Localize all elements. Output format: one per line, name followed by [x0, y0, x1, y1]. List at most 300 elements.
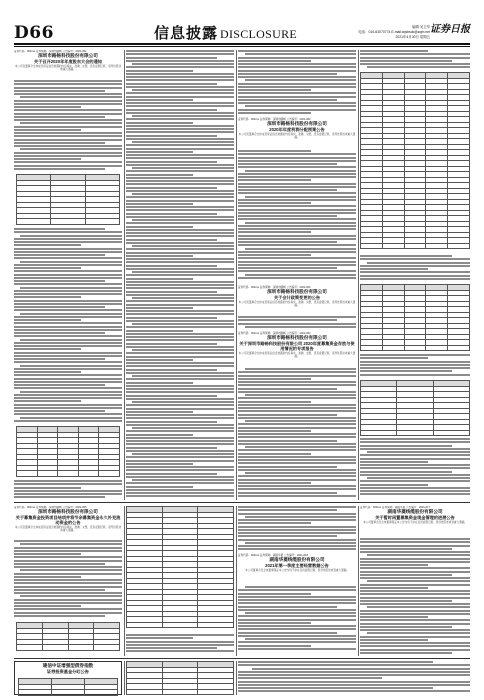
text-line — [20, 365, 122, 367]
text-line — [238, 202, 311, 204]
text-line — [238, 648, 356, 650]
table-cell — [37, 471, 58, 477]
text-line — [238, 264, 356, 266]
text-line — [14, 319, 81, 321]
text-line — [360, 603, 470, 605]
text-line — [238, 684, 470, 686]
text-line — [238, 417, 356, 419]
text-line — [245, 394, 356, 396]
text-line — [14, 145, 122, 147]
text-block — [14, 80, 122, 171]
text-line — [238, 397, 356, 399]
text-line — [20, 122, 122, 124]
text-line — [360, 577, 470, 579]
text-line — [238, 231, 311, 233]
text-line — [238, 375, 356, 377]
text-line — [126, 252, 234, 254]
table-cell — [382, 345, 404, 351]
text-line — [238, 60, 311, 62]
text-line — [360, 629, 470, 631]
text-line — [238, 475, 356, 477]
text-line — [14, 290, 122, 292]
text-line — [238, 63, 356, 65]
text-line — [245, 542, 356, 544]
text-line — [238, 371, 356, 373]
text-line — [238, 645, 311, 647]
text-line — [238, 228, 356, 230]
text-line — [14, 540, 122, 542]
contact-line: 电话：010-63070774 E-mail:zqsbsdc@zqrb.net — [358, 30, 430, 34]
text-line — [126, 174, 193, 176]
text-line — [126, 122, 193, 124]
text-line — [14, 608, 122, 610]
text-line — [126, 395, 217, 397]
text-line — [20, 391, 122, 393]
text-line — [126, 109, 217, 111]
text-line — [14, 496, 105, 498]
masthead-rule-thin — [14, 46, 470, 47]
notice-codes: 证券代码：002xxx 证券简称：深圳市路畅 公告编号：2021-003 — [238, 286, 311, 289]
text-line — [238, 153, 356, 155]
text-line — [367, 477, 470, 479]
text-line — [14, 129, 81, 131]
text-block — [360, 438, 470, 497]
text-line — [126, 278, 193, 280]
text-line — [238, 186, 356, 188]
masthead — [14, 24, 470, 42]
column-8 — [360, 506, 470, 656]
text-line — [360, 445, 452, 447]
text-line — [238, 183, 356, 185]
text-line — [245, 368, 356, 370]
text-line — [20, 417, 122, 419]
table-cell — [361, 243, 383, 249]
text-line — [126, 362, 234, 364]
text-line — [245, 612, 356, 614]
table-cell — [127, 689, 163, 695]
column-6 — [126, 506, 234, 656]
text-line — [14, 420, 122, 422]
text-line — [126, 268, 234, 270]
notice-statement: 本公司及董事会全体成员保证信息披露的内容真实、准确、完整，没有虚假记载、误导性陈述或重大遗漏。 — [238, 352, 356, 359]
text-line — [238, 625, 356, 627]
text-line — [238, 628, 356, 630]
text-line — [14, 106, 81, 108]
text-block — [126, 50, 234, 499]
table-row — [127, 622, 234, 628]
text-line — [238, 192, 356, 194]
text-line — [360, 590, 470, 592]
text-line — [14, 560, 122, 562]
text-line — [14, 303, 122, 305]
text-line — [126, 317, 217, 319]
text-line — [14, 355, 122, 357]
text-line — [238, 681, 470, 683]
text-block — [360, 255, 470, 281]
section-rule — [14, 658, 470, 659]
text-line — [245, 274, 356, 276]
column-divider — [124, 506, 125, 656]
notice-statement: 本公司董事会及全体董事保证本公告内容不存在任何虚假记载、误导性陈述或者重大遗漏。 — [245, 568, 349, 572]
text-line — [238, 632, 337, 634]
text-line — [238, 388, 337, 390]
text-line — [132, 271, 234, 273]
table-cell — [397, 430, 433, 436]
text-line — [238, 235, 356, 237]
text-line — [132, 401, 234, 403]
text-line — [126, 239, 217, 241]
text-line — [245, 222, 356, 224]
text-line — [126, 644, 234, 646]
text-line — [126, 287, 234, 289]
data-table — [126, 661, 234, 695]
text-line — [14, 119, 122, 121]
text-line — [238, 89, 311, 91]
text-line — [238, 488, 356, 490]
text-line — [14, 139, 122, 141]
text-line — [126, 460, 234, 462]
text-line — [132, 323, 234, 325]
text-line — [126, 456, 234, 458]
text-line — [238, 456, 356, 458]
text-line — [14, 605, 81, 607]
text-line — [14, 589, 105, 591]
notice-codes: 证券代码：002xxx 证券简称：深圳市路畅 公告编号：2021-005 — [14, 506, 87, 509]
text-line — [238, 391, 356, 393]
text-line — [360, 597, 470, 599]
text-line — [14, 228, 105, 230]
text-line — [126, 76, 234, 78]
notice-codes: 证券代码：002xxx 证券简称：深圳市路畅 公告编号：2021-001 — [14, 50, 87, 53]
text-line — [238, 50, 356, 52]
table-cell — [361, 430, 397, 436]
text-block — [14, 540, 122, 618]
text-line — [238, 209, 356, 211]
text-line — [126, 339, 234, 341]
text-line — [126, 57, 217, 59]
text-line — [360, 639, 428, 641]
text-line — [126, 83, 217, 85]
text-line — [360, 60, 452, 62]
text-line — [14, 267, 81, 269]
text-line — [14, 135, 122, 137]
text-line — [126, 369, 217, 371]
text-line — [360, 258, 470, 260]
text-line — [14, 368, 122, 370]
text-line — [126, 180, 234, 182]
text-line — [14, 490, 122, 492]
text-line — [14, 361, 122, 363]
notice-title: 关于募集资金投资项目结项并将节余募集资金永久补充流动资金的公告 — [15, 514, 121, 525]
text-line — [132, 219, 234, 221]
text-line — [360, 652, 452, 654]
notice-header — [15, 663, 121, 674]
text-line — [14, 329, 122, 331]
text-line — [126, 209, 234, 211]
text-line — [238, 73, 337, 75]
table-row — [127, 689, 234, 695]
column-2 — [126, 50, 234, 500]
text-line — [360, 623, 470, 625]
text-line — [126, 447, 217, 449]
text-line — [360, 255, 452, 257]
text-line — [238, 176, 356, 178]
text-line — [238, 609, 356, 611]
notice-codes: 证券代码：600xxx 证券简称：湖南华菱 公告编号：2021-018 — [238, 554, 308, 557]
text-line — [367, 451, 470, 453]
text-line — [126, 408, 234, 410]
text-line — [14, 280, 105, 282]
text-line — [238, 205, 356, 207]
text-line — [360, 564, 428, 566]
text-line — [238, 99, 337, 101]
text-block — [360, 538, 470, 655]
column-divider — [124, 50, 125, 500]
text-line — [245, 516, 356, 518]
text-block — [238, 316, 356, 329]
text-line — [20, 543, 122, 545]
notice-company: 深圳市路畅科技股份有限公司 — [267, 289, 327, 294]
text-line — [238, 109, 356, 111]
column-divider — [358, 506, 359, 656]
text-line — [360, 278, 470, 280]
text-line — [14, 306, 105, 308]
text-line — [14, 322, 122, 324]
text-line — [126, 421, 217, 423]
notice-company: 湖南华菱线缆股份有限公司 — [269, 557, 325, 562]
text-line — [126, 404, 234, 406]
notice-company: 深圳市路畅科技股份有限公司 — [38, 509, 98, 514]
editor-line: 编辑 吴卫华 — [412, 25, 430, 29]
text-line — [238, 66, 356, 68]
text-line — [238, 401, 311, 403]
text-block — [238, 586, 356, 651]
text-line — [14, 254, 105, 256]
text-line — [14, 407, 122, 409]
date-line: 2021年4月30日 星期五 — [395, 35, 430, 39]
text-line — [132, 245, 234, 247]
table-cell — [58, 471, 79, 477]
notice-header — [238, 332, 356, 358]
text-line — [238, 532, 356, 534]
notice-statement: 本公司及董事会全体成员保证信息披露的内容真实、准确、完整，没有虚假记载、误导性陈述或重大遗漏。 — [238, 300, 356, 307]
text-line — [126, 50, 234, 52]
text-line — [238, 212, 356, 214]
text-block — [360, 50, 470, 70]
text-block — [238, 661, 470, 694]
text-line — [126, 148, 234, 150]
text-line — [14, 87, 122, 89]
text-line — [20, 148, 122, 150]
text-line — [132, 115, 234, 117]
text-line — [14, 165, 122, 167]
text-line — [126, 291, 217, 293]
text-line — [238, 261, 356, 263]
text-line — [14, 161, 122, 163]
text-line — [14, 248, 122, 250]
text-line — [126, 105, 234, 107]
text-line — [126, 196, 234, 198]
text-line — [14, 332, 105, 334]
table-cell — [404, 243, 426, 249]
text-line — [132, 193, 234, 195]
text-line — [126, 248, 234, 250]
text-line — [20, 261, 122, 263]
text-line — [238, 381, 356, 383]
text-line — [14, 152, 122, 154]
masthead-rule — [14, 43, 470, 45]
text-line — [360, 461, 428, 463]
data-table — [360, 380, 470, 436]
text-line — [360, 438, 470, 440]
text-line — [367, 66, 470, 68]
text-line — [238, 469, 356, 471]
text-line — [238, 277, 356, 279]
text-line — [14, 352, 122, 354]
text-line — [360, 561, 470, 563]
table-row — [361, 430, 470, 436]
text-line — [126, 200, 234, 202]
table-cell — [448, 243, 470, 249]
text-line — [360, 587, 428, 589]
text-line — [14, 113, 122, 115]
text-line — [360, 541, 470, 543]
text-line — [126, 235, 234, 237]
text-line — [14, 335, 122, 337]
text-line — [20, 313, 122, 315]
text-line — [360, 471, 452, 473]
text-line — [126, 443, 234, 445]
text-line — [360, 600, 452, 602]
column-divider — [236, 506, 237, 656]
notice-title: 关于召开2020年年度股东大会的通知 — [34, 58, 102, 64]
table-cell — [19, 690, 52, 696]
text-line — [238, 316, 356, 318]
text-line — [126, 70, 193, 72]
text-line — [126, 112, 234, 114]
text-line — [126, 232, 234, 234]
text-line — [360, 364, 470, 366]
text-line — [126, 304, 234, 306]
table-cell — [51, 219, 85, 225]
text-line — [126, 440, 234, 442]
text-line — [14, 342, 122, 344]
text-line — [14, 547, 122, 549]
text-line — [20, 96, 122, 98]
notice-codes: 证券代码：002xxx 证券简称：深圳市路畅 公告编号：2021-002 — [238, 118, 311, 121]
text-line — [238, 677, 382, 679]
text-line — [360, 454, 470, 456]
table-cell — [85, 219, 119, 225]
notice-header — [238, 118, 356, 139]
text-line — [360, 551, 470, 553]
column-divider — [358, 50, 359, 500]
table-cell — [42, 645, 68, 651]
column-4 — [360, 50, 470, 500]
text-line — [238, 671, 470, 673]
text-line — [238, 430, 311, 432]
text-block — [238, 368, 356, 498]
text-line — [238, 539, 356, 541]
text-line — [238, 270, 356, 272]
text-line — [14, 381, 122, 383]
table-cell — [361, 345, 383, 351]
text-line — [238, 545, 356, 547]
notice-company: 湖南华菱线缆股份有限公司 — [387, 509, 443, 514]
text-line — [245, 196, 356, 198]
text-line — [126, 372, 234, 374]
text-line — [367, 580, 470, 582]
text-line — [14, 126, 122, 128]
text-block — [14, 228, 122, 423]
text-line — [360, 613, 470, 615]
text-line — [238, 690, 470, 692]
text-line — [126, 118, 234, 120]
text-line — [126, 151, 193, 153]
text-line — [126, 281, 234, 283]
text-line — [238, 526, 356, 528]
notice-header — [238, 554, 356, 572]
text-block — [360, 354, 470, 377]
text-line — [238, 427, 356, 429]
table-cell — [162, 622, 198, 628]
text-line — [238, 166, 356, 168]
text-line — [14, 400, 81, 402]
text-line — [132, 427, 234, 429]
text-line — [238, 509, 337, 511]
text-line — [126, 486, 193, 488]
text-line — [360, 271, 470, 273]
text-line — [20, 339, 122, 341]
text-line — [126, 170, 234, 172]
text-line — [132, 297, 234, 299]
text-line — [238, 506, 356, 508]
text-line — [14, 345, 122, 347]
text-line — [126, 637, 193, 639]
text-line — [126, 86, 234, 88]
text-line — [132, 453, 234, 455]
notice-title: 2021年第一季度主要经营数据公告 — [265, 562, 329, 568]
text-line — [360, 567, 470, 569]
text-line — [132, 63, 234, 65]
text-line — [126, 424, 234, 426]
text-line — [126, 300, 234, 302]
text-line — [360, 649, 470, 651]
text-line — [126, 430, 234, 432]
text-line — [14, 599, 122, 601]
newspaper-logo: 证券日报 — [430, 24, 470, 35]
text-line — [238, 641, 356, 643]
text-line — [126, 434, 193, 436]
text-line — [14, 80, 122, 82]
text-line — [14, 83, 122, 85]
text-line — [238, 241, 337, 243]
text-line — [238, 513, 356, 515]
table-cell — [78, 471, 99, 477]
text-line — [238, 687, 433, 689]
notice-title: 证券投资基金分红公告 — [47, 668, 89, 674]
table-row — [17, 471, 120, 477]
text-line — [14, 397, 122, 399]
table-cell — [448, 345, 470, 351]
notice-header — [14, 506, 122, 532]
text-line — [14, 300, 122, 302]
text-line — [14, 316, 122, 318]
text-line — [14, 109, 122, 111]
text-line — [126, 310, 234, 312]
text-line — [245, 638, 356, 640]
text-line — [14, 582, 122, 584]
